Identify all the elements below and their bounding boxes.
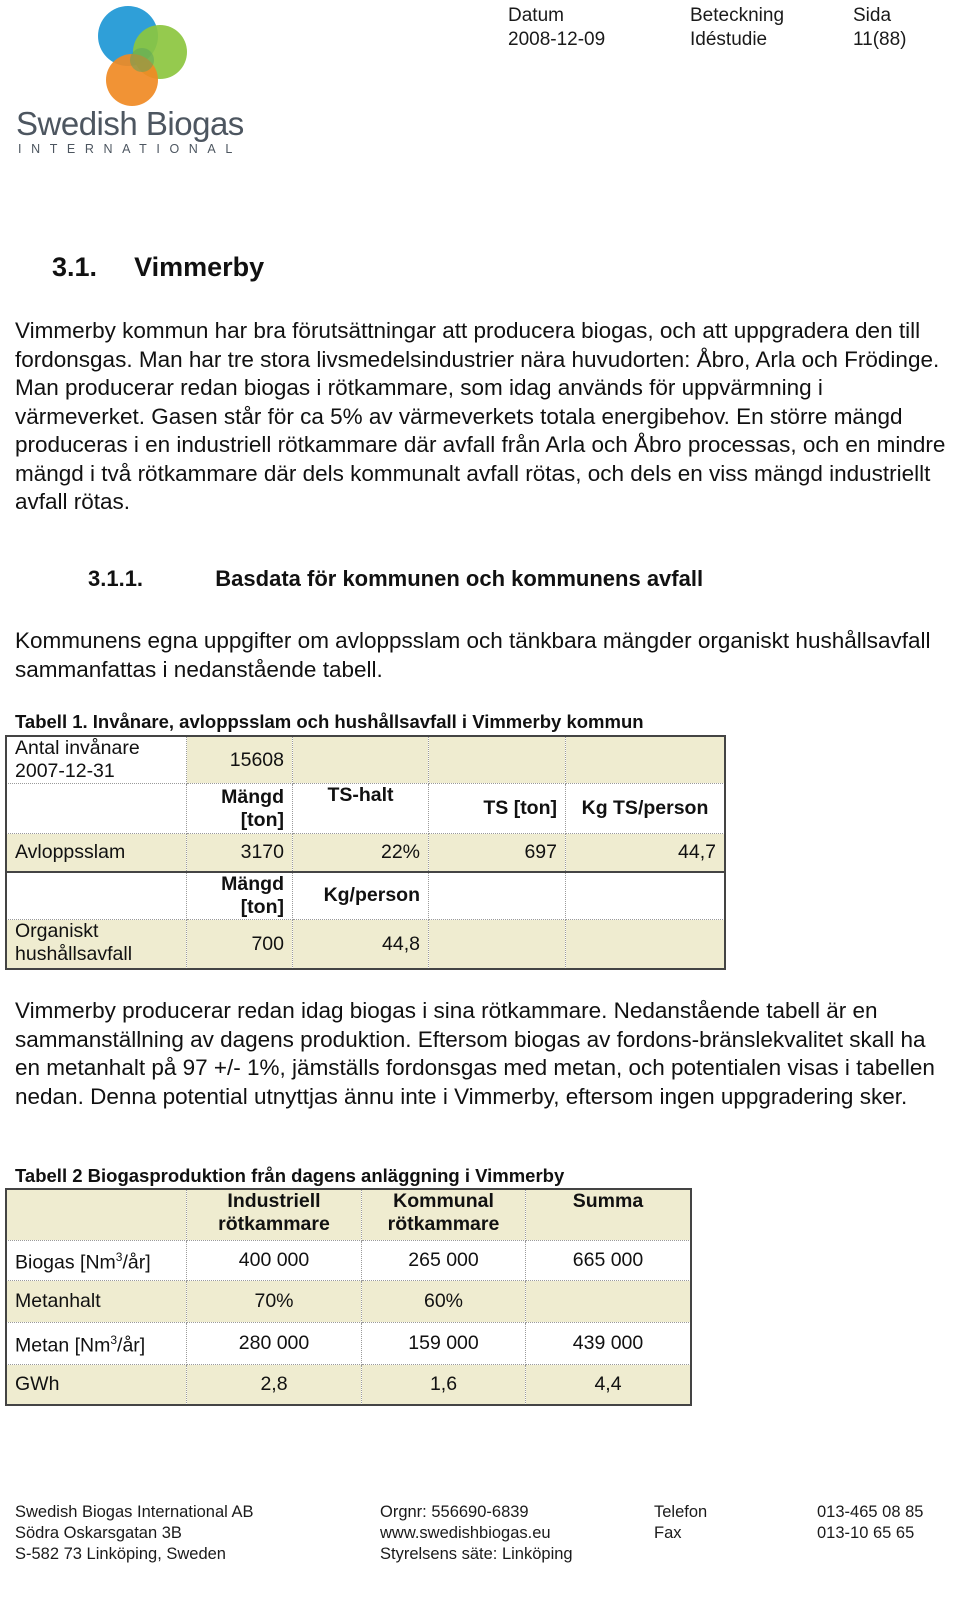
- footer-fax: 013-10 65 65: [817, 1524, 915, 1542]
- footer-contact-labels: [654, 1502, 707, 1544]
- footer-contact-values: [817, 1502, 923, 1544]
- table-cell: 265 000: [362, 1241, 526, 1281]
- table-cell: Organiskt hushållsavfall: [7, 920, 187, 969]
- footer-street: Södra Oskarsgatan 3B: [15, 1524, 182, 1542]
- footer-website[interactable]: www.swedishbiogas.eu: [380, 1524, 551, 1542]
- date-value: 2008-12-09: [508, 29, 606, 50]
- footer-registration: [380, 1502, 573, 1565]
- table-cell: 700: [187, 920, 293, 969]
- table-row: [7, 834, 725, 872]
- section-title: Vimmerby: [134, 252, 265, 282]
- table-row: [7, 1281, 691, 1323]
- subsection-number: 3.1.1.: [88, 566, 144, 591]
- table2: [6, 1189, 691, 1405]
- table-header: Industriell rötkammare: [187, 1190, 362, 1241]
- footer-city: S-582 73 Linköping, Sweden: [15, 1545, 226, 1563]
- section-heading: [52, 252, 264, 283]
- table-cell: 697: [429, 834, 566, 872]
- logo-subtitle: INTERNATIONAL: [18, 142, 242, 156]
- section-intro-paragraph: Vimmerby kommun har bra förutsättningar att producera biogas, och att uppgradera den till fordonsgas. Man har tre stora livsmedelsindustrier nära huvudorten: Åbro, Arla och Frödinge. Man producerar redan biogas i rötkammare, som idag används för uppvärmning i värmeverket. Gasen står för ca 5% av värmeverkets totala energibehov. En större mängd produceras i en industriell rötkammare där avfall från Arla och Åbro processas, och en mindre mängd i två rötkammare där dels kommunalt avfall rötas, och dels en viss mängd industriellt avfall rötas.: [15, 318, 946, 514]
- reference-value: Idéstudie: [690, 29, 768, 50]
- table-row: [7, 784, 725, 834]
- page-label: Sida: [853, 5, 892, 26]
- footer-phone-label: Telefon: [654, 1503, 708, 1521]
- table-row: [7, 872, 725, 920]
- table-cell: 280 000: [187, 1323, 362, 1365]
- population-label: Antal invånare 2007-12-31: [7, 737, 187, 784]
- table-header: Mängd [ton]: [187, 872, 293, 920]
- page-block: [853, 4, 907, 52]
- table-row: [7, 1190, 691, 1241]
- page-number: 11(88): [853, 29, 907, 50]
- table-cell: [526, 1281, 691, 1323]
- table-header: Kommunal rötkammare: [362, 1190, 526, 1241]
- footer-seat: Styrelsens säte: Linköping: [380, 1545, 573, 1563]
- table-cell: 665 000: [526, 1241, 691, 1281]
- table-row: [7, 1241, 691, 1281]
- table-cell: 4,4: [526, 1365, 691, 1405]
- table1: [6, 736, 725, 969]
- table-row-label: Metanhalt: [7, 1281, 187, 1323]
- footer-orgnr: Orgnr: 556690-6839: [380, 1503, 529, 1521]
- table-row-label: GWh: [7, 1365, 187, 1405]
- table-header: Mängd [ton]: [187, 784, 293, 834]
- logo-wordmark: Swedish Biogas: [16, 105, 244, 142]
- subsection-title: Basdata för kommunen och kommunens avfall: [215, 566, 704, 591]
- table-header: Kg/person: [293, 872, 429, 920]
- subsection-paragraph: Kommunens egna uppgifter om avloppsslam och tänkbara mängder organiskt hushållsavfall sammanfattas i nedanstående tabell.: [15, 628, 931, 682]
- table-cell: 159 000: [362, 1323, 526, 1365]
- table-row: [7, 920, 725, 969]
- subsection-heading: [88, 566, 703, 592]
- reference-label: Beteckning: [690, 5, 785, 26]
- company-logo: [14, 0, 274, 160]
- table-cell: 2,8: [187, 1365, 362, 1405]
- table-row-label: Biogas [Nm$^3$/år]: [7, 1241, 187, 1281]
- table-cell: 60%: [362, 1281, 526, 1323]
- population-value: 15608: [187, 737, 293, 784]
- footer-company: Swedish Biogas International AB: [15, 1503, 254, 1521]
- table-cell: 70%: [187, 1281, 362, 1323]
- table-cell: 44,7: [566, 834, 725, 872]
- reference-block: [690, 4, 784, 52]
- footer-phone: 013-465 08 85: [817, 1503, 924, 1521]
- footer-fax-label: Fax: [654, 1524, 682, 1542]
- table-cell: 22%: [293, 834, 429, 872]
- date-label: Datum: [508, 5, 564, 26]
- footer-address: [15, 1502, 254, 1565]
- table-cell: 439 000: [526, 1323, 691, 1365]
- biogas-logo-icon: [84, 2, 194, 110]
- table-cell: 44,8: [293, 920, 429, 969]
- table-cell: 1,6: [362, 1365, 526, 1405]
- table-cell: 3170: [187, 834, 293, 872]
- table-header: Kg TS/person: [566, 784, 725, 834]
- table-row: [7, 1323, 691, 1365]
- table-row-label: Metan [Nm$^3$/år]: [7, 1323, 187, 1365]
- table2-caption: Tabell 2 Biogasproduktion från dagens anläggning i Vimmerby: [15, 1165, 565, 1186]
- section-number: 3.1.: [52, 252, 98, 282]
- table-header: Summa: [526, 1190, 691, 1241]
- table1-caption: Tabell 1. Invånare, avloppsslam och hushållsavfall i Vimmerby kommun: [15, 711, 644, 732]
- table-row: [7, 737, 725, 784]
- table-header: TS-halt: [293, 784, 429, 834]
- table-cell: 400 000: [187, 1241, 362, 1281]
- production-paragraph: Vimmerby producerar redan idag biogas i sina rötkammare. Nedanstående tabell är en sammanställning av dagens produktion. Eftersom biogas av fordons-bränslekvalitet skall ha en metanhalt på 97 +/- 1%, jämställs fordonsgas med metan, och potentialen visas i tabellen nedan. Denna potential utnyttjas ännu inte i Vimmerby, eftersom ingen uppgradering sker.: [15, 998, 935, 1109]
- table-row: [7, 1365, 691, 1405]
- table-header: TS [ton]: [429, 784, 566, 834]
- date-block: [508, 4, 605, 52]
- table-cell: Avloppsslam: [7, 834, 187, 872]
